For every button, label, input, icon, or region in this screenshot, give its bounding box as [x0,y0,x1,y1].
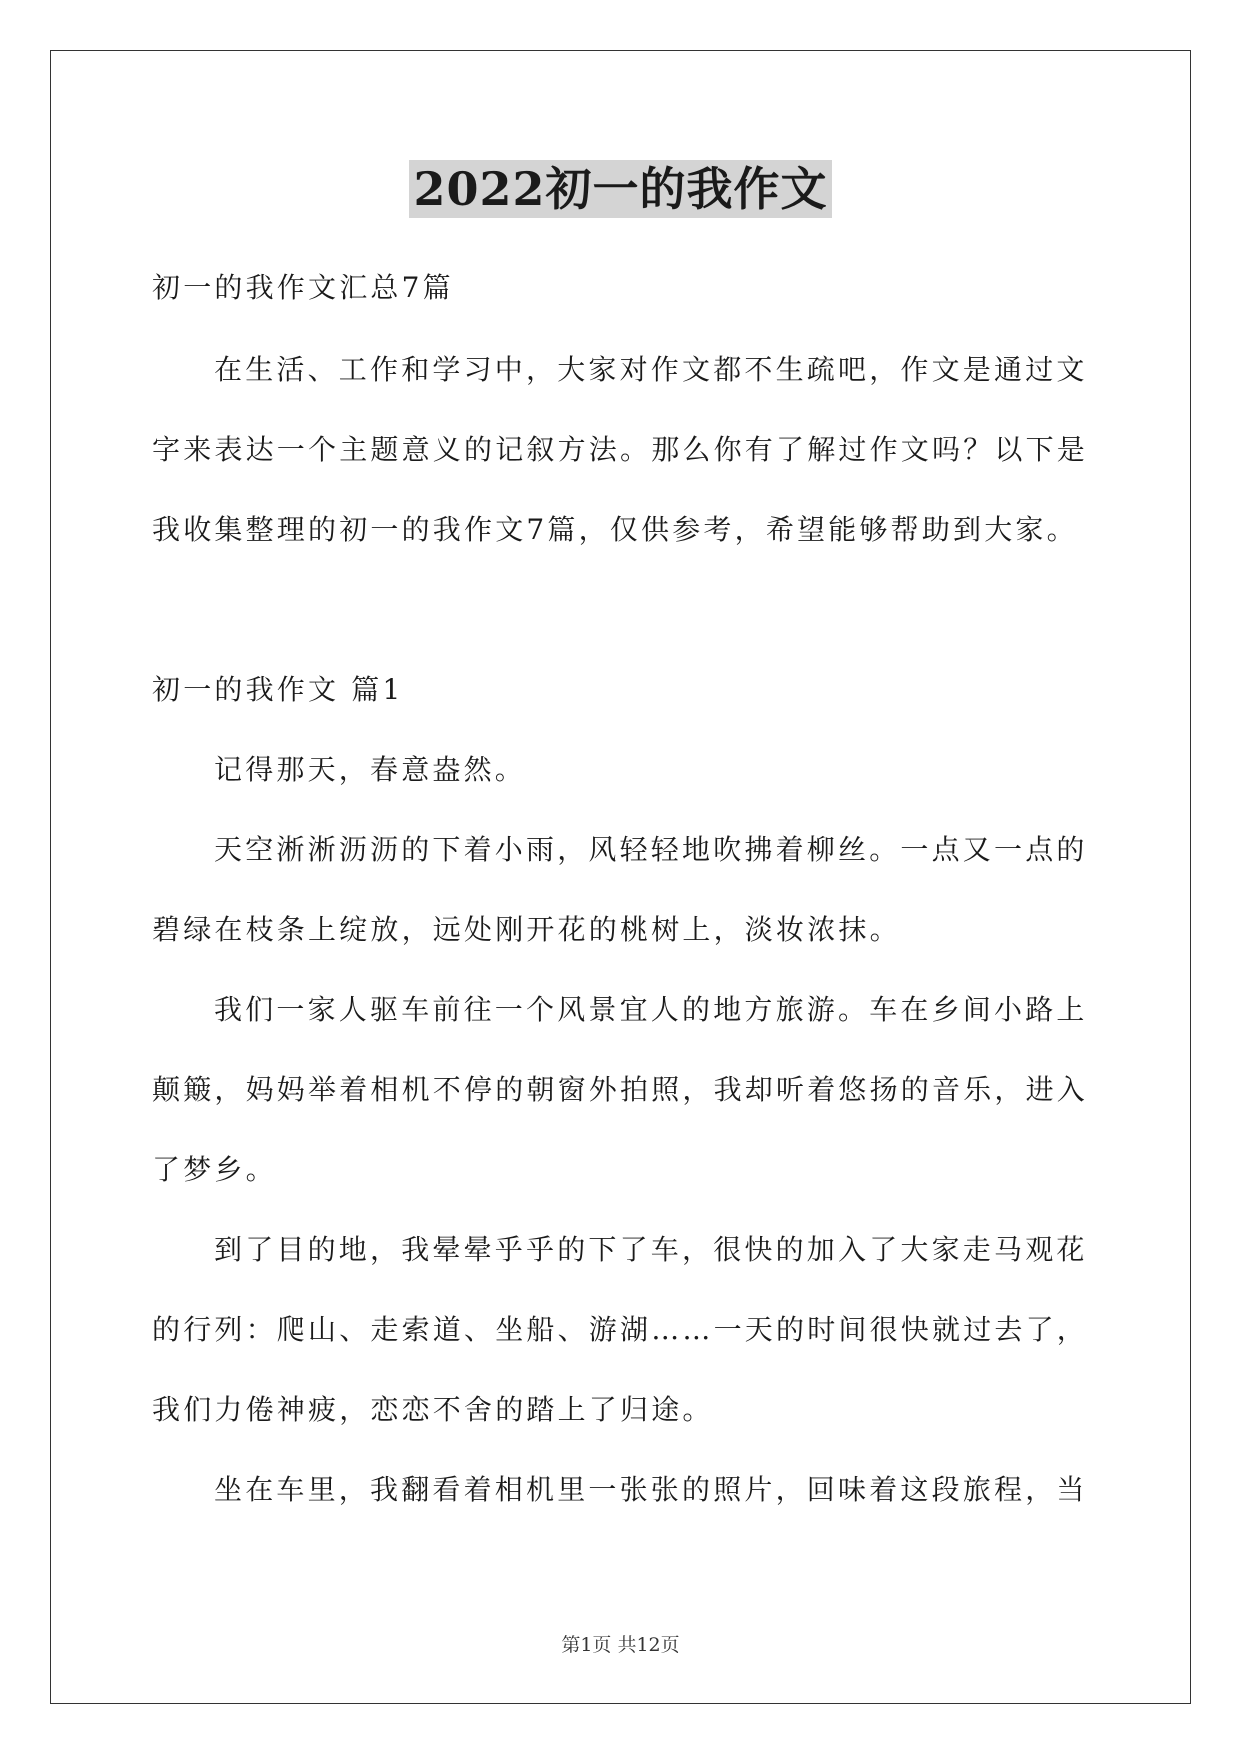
section-heading: 初一的我作文 篇1 [152,673,404,706]
intro-line-2: 字来表达一个主题意义的记叙方法。那么你有了解过作文吗？以下是 [152,433,1089,466]
body-line-3: 碧绿在枝条上绽放，远处刚开花的桃树上，淡妆浓抹。 [152,913,901,946]
document-title: 2022初一的我作文 [409,160,831,218]
body-line-5: 颠簸，妈妈举着相机不停的朝窗外拍照，我却听着悠扬的音乐，进入 [152,1073,1089,1106]
body-line-2: 天空淅淅沥沥的下着小雨，风轻轻地吹拂着柳丝。一点又一点的 [214,833,1088,866]
body-line-1: 记得那天，春意盎然。 [214,753,527,786]
intro-line-1: 在生活、工作和学习中，大家对作文都不生疏吧，作文是通过文 [214,353,1088,386]
body-line-6: 了梦乡。 [152,1153,277,1186]
document-subtitle: 初一的我作文汇总7篇 [152,271,454,304]
body-line-8: 的行列：爬山、走索道、坐船、游湖……一天的时间很快就过去了， [152,1313,1089,1346]
body-line-4: 我们一家人驱车前往一个风景宜人的地方旅游。车在乡间小路上 [214,993,1088,1026]
page-number-footer: 第1页 共12页 [561,1634,680,1656]
title-container [0,160,1241,218]
intro-line-3: 我收集整理的初一的我作文7篇，仅供参考，希望能够帮助到大家。 [152,513,1078,546]
body-line-10: 坐在车里，我翻看着相机里一张张的照片，回味着这段旅程，当 [214,1473,1088,1506]
body-line-9: 我们力倦神疲，恋恋不舍的踏上了归途。 [152,1393,714,1426]
body-line-7: 到了目的地，我晕晕乎乎的下了车，很快的加入了大家走马观花 [214,1233,1088,1266]
